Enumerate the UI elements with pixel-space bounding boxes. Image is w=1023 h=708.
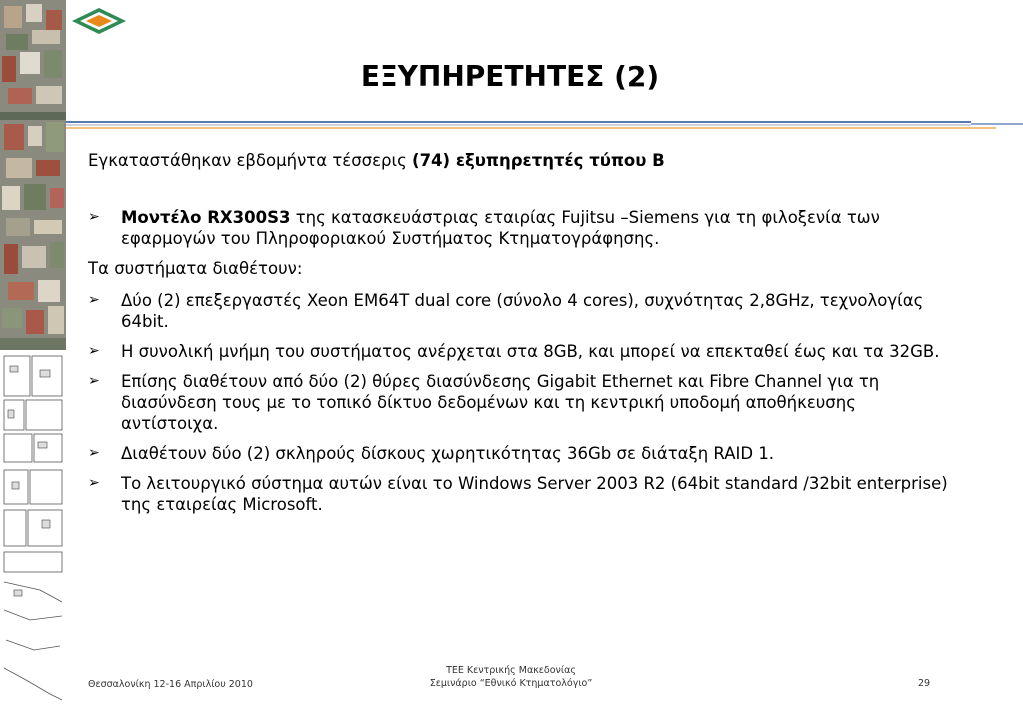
arrow-bullet-icon: ➢ — [88, 475, 100, 491]
arrow-bullet-icon: ➢ — [88, 445, 100, 461]
aerial-photo-image — [0, 0, 66, 350]
footer-date-location: Θεσσαλονίκη 12-16 Απριλίου 2010 — [88, 679, 253, 690]
arrow-bullet-icon: ➢ — [88, 373, 100, 389]
page-number: 29 — [918, 678, 931, 689]
arrow-bullet-icon: ➢ — [88, 292, 100, 308]
intro-text: Εγκαταστάθηκαν εβδομήντα τέσσερις — [88, 151, 413, 170]
bullet-item — [88, 371, 948, 434]
footer-organization-line1: ΤΕΕ Κεντρικής Μακεδονίας — [446, 665, 576, 676]
bullet-item — [88, 473, 948, 515]
bullet-item-model — [88, 207, 948, 249]
bullet-item — [88, 341, 948, 362]
bullet-text: Η συνολική μνήμη του συστήματος ανέρχεται στα 8GB, και μπορεί να επεκταθεί έως και τα 32GB. — [121, 342, 940, 361]
intro-paragraph — [88, 150, 948, 171]
model-text: της κατασκευάστριας εταιρίας Fujitsu –Siemens για τη φιλοξενία των εφαρμογών του Πληροφοριακού Συστήματος Κτηματογράφησης. — [121, 208, 880, 248]
model-bold-text: Μοντέλο RX300S3 — [121, 208, 291, 227]
bullet-item — [88, 443, 948, 464]
slide-title: ΕΞΥΠΗΡΕΤΗΤΕΣ (2) — [360, 60, 660, 93]
footer-organization — [380, 664, 642, 690]
bullet-text: Επίσης διαθέτουν από δύο (2) θύρες διασύνδεσης Gigabit Ethernet και Fibre Channel για τη διασύνδεση τους με το τοπικό δίκτυο δεδομένων και τη κεντρική υποδομή αποθήκευσης αντίστοιχα. — [121, 372, 880, 433]
arrow-bullet-icon: ➢ — [88, 209, 100, 225]
bullet-text: Διαθέτουν δύο (2) σκληρούς δίσκους χωρητικότητας 36Gb σε διάταξη RAID 1. — [121, 444, 775, 463]
footer-organization-line2: Σεμινάριο “Εθνικό Κτηματολόγιο” — [429, 678, 593, 689]
bullet-text: Το λειτουργικό σύστημα αυτών είναι το Windows Server 2003 R2 (64bit standard /32bit enterprise) της εταιρείας Microsoft. — [121, 474, 948, 514]
arrow-bullet-icon: ➢ — [88, 343, 100, 359]
title-divider-line — [66, 120, 1023, 130]
tee-logo — [68, 6, 130, 36]
slide-body — [88, 150, 948, 524]
left-decorative-strip — [0, 0, 66, 708]
bullet-item — [88, 290, 948, 332]
cadastral-map-image — [0, 350, 66, 708]
bullet-text: Δύο (2) επεξεργαστές Xeon EM64T dual core (σύνολο 4 cores), συχνότητας 2,8GHz, τεχνολογίας 64bit. — [121, 291, 924, 331]
systems-heading: Τα συστήματα διαθέτουν: — [88, 259, 303, 278]
intro-bold-text: (74) εξυπηρετητές τύπου Β — [412, 151, 665, 170]
